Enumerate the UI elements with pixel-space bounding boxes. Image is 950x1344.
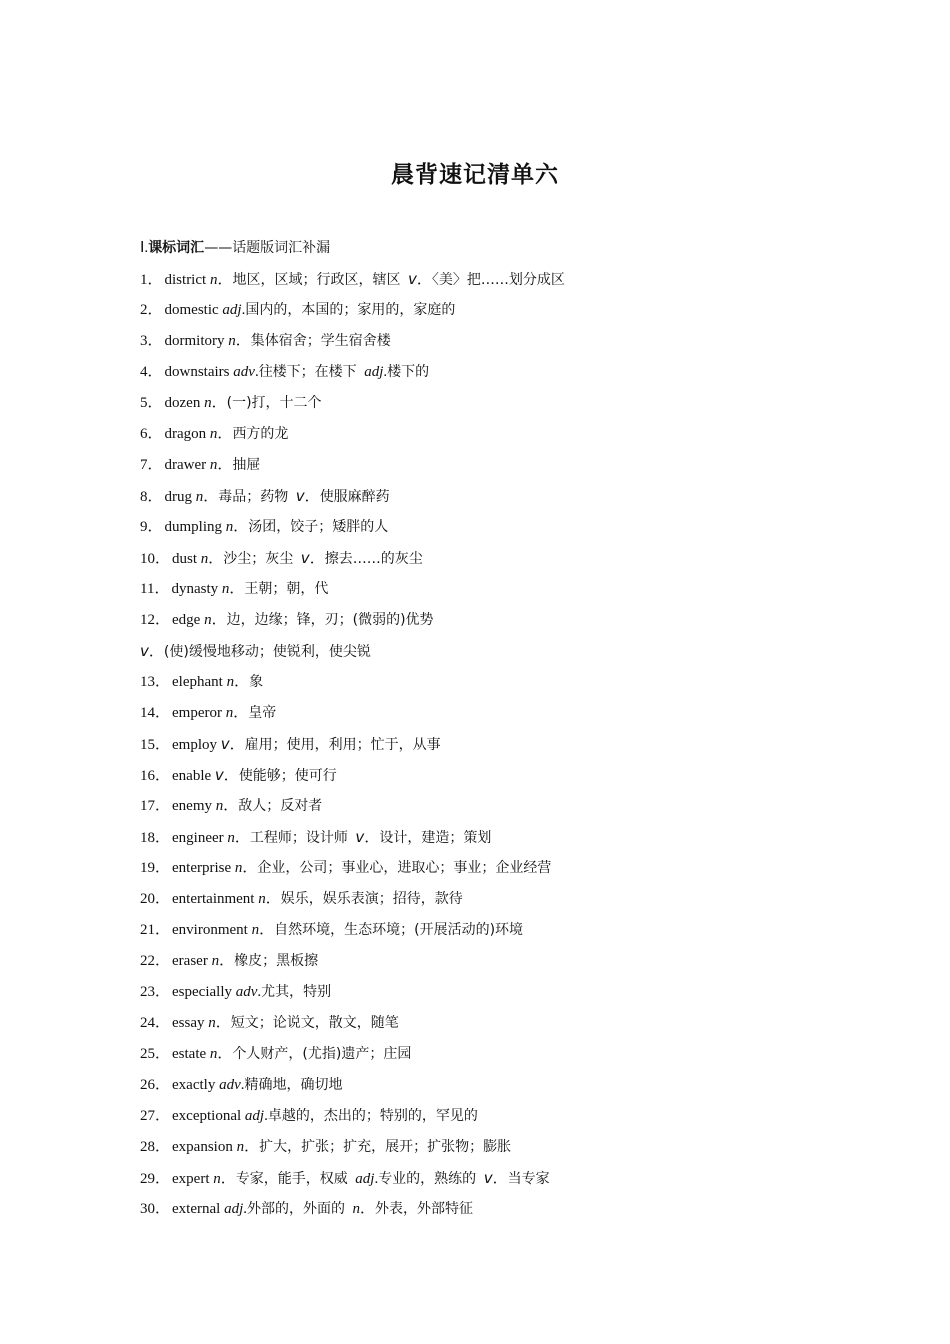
entry-word: external xyxy=(172,1201,221,1217)
entry-meaning: 国内的，本国的；家用的，家庭的 xyxy=(245,302,456,318)
pos-mark: ． xyxy=(217,457,233,473)
part-of-speech: n xyxy=(211,953,220,969)
page-title: 晨背速记清单六 xyxy=(391,162,559,188)
pos-mark: ． xyxy=(220,1171,236,1187)
part-of-speech: adv xyxy=(235,984,258,1000)
entry-word: district xyxy=(164,272,207,288)
entry-number: 1． xyxy=(140,272,163,288)
part-of-speech: adj xyxy=(222,302,242,318)
part-of-speech: n xyxy=(209,1046,218,1062)
entry-number: 22． xyxy=(140,953,171,969)
pos-mark: ． xyxy=(234,830,250,846)
entry-number: 9． xyxy=(140,519,163,535)
pos-mark: ． xyxy=(229,581,245,597)
part-of-speech: n xyxy=(221,581,230,597)
vocabulary-list xyxy=(140,233,840,1225)
part-of-speech: adj xyxy=(364,364,384,380)
entry-meaning: 扩大，扩张；扩充，展开；扩张物；膨胀 xyxy=(259,1139,512,1155)
list-item xyxy=(140,1039,840,1070)
part-of-speech: n xyxy=(208,1015,216,1031)
entry-meaning: 外表，外部特征 xyxy=(375,1201,474,1217)
entry-word: dynasty xyxy=(171,581,219,597)
pos-mark: ． xyxy=(304,489,320,505)
entry-word: exceptional xyxy=(172,1108,242,1124)
entry-number: 2． xyxy=(140,302,163,318)
entry-word: environment xyxy=(172,922,248,938)
entry-number: 21． xyxy=(140,922,171,938)
entry-number: 20． xyxy=(140,891,171,907)
part-of-speech: n xyxy=(204,395,212,411)
entry-number: 30． xyxy=(140,1201,171,1217)
pos-mark: ． xyxy=(416,272,432,288)
pos-mark: ． xyxy=(492,1171,508,1187)
entry-number: 12． xyxy=(140,612,171,628)
entry-meaning: 象 xyxy=(249,674,264,690)
part-of-speech: adj xyxy=(244,1108,265,1124)
list-item xyxy=(140,760,840,791)
pos-mark: . xyxy=(254,364,259,380)
entry-word: exactly xyxy=(172,1077,216,1093)
entry-number: 7． xyxy=(140,457,163,473)
entry-word: dumpling xyxy=(164,519,223,535)
pos-mark: ． xyxy=(265,891,281,907)
list-item xyxy=(140,636,840,667)
pos-mark: ． xyxy=(148,644,164,660)
entry-word: expansion xyxy=(172,1139,233,1155)
pos-mark: ． xyxy=(309,551,325,567)
entry-meaning: 外部的，外面的 xyxy=(247,1201,345,1217)
part-of-speech: n xyxy=(195,489,204,505)
entry-meaning: 卓越的，杰出的；特别的，罕见的 xyxy=(267,1108,478,1124)
entry-word: especially xyxy=(172,984,232,1000)
pos-mark: . xyxy=(240,1077,245,1093)
pos-mark: ． xyxy=(229,737,245,753)
entry-number: 8． xyxy=(140,489,163,505)
pos-mark: ． xyxy=(233,519,249,535)
entry-number: 10． xyxy=(140,551,171,567)
entry-number: 27． xyxy=(140,1108,171,1124)
list-item xyxy=(140,574,840,605)
entry-meaning: 楼下的 xyxy=(387,364,430,380)
entry-meaning: 毒品；药物 xyxy=(218,489,289,505)
entry-number: 24． xyxy=(140,1015,171,1031)
entry-word: edge xyxy=(172,612,201,628)
part-of-speech: n xyxy=(352,1201,360,1217)
pos-mark: ． xyxy=(217,272,233,288)
list-item xyxy=(140,357,840,388)
entry-number: 4． xyxy=(140,364,163,380)
pos-mark: ． xyxy=(242,860,258,876)
part-of-speech: n xyxy=(215,798,224,814)
part-of-speech: v xyxy=(220,735,230,753)
part-of-speech: n xyxy=(236,1139,245,1155)
part-of-speech: v xyxy=(407,270,417,288)
entry-number: 13． xyxy=(140,674,171,690)
part-of-speech: v xyxy=(483,1169,493,1187)
entry-word: elephant xyxy=(172,674,223,690)
section-title-rest: ——话题版词汇补漏 xyxy=(204,240,331,256)
entry-word: emperor xyxy=(172,705,222,721)
list-item xyxy=(140,388,840,419)
list-item xyxy=(140,326,840,357)
list-item xyxy=(140,729,840,760)
entry-meaning: 专业的，熟练的 xyxy=(378,1171,477,1187)
part-of-speech: n xyxy=(213,1171,221,1187)
pos-mark: ． xyxy=(259,922,275,938)
entry-list xyxy=(140,264,840,1225)
section-numeral: Ⅰ. xyxy=(140,240,149,256)
list-item xyxy=(140,481,840,512)
entry-word: enemy xyxy=(172,798,212,814)
pos-mark: . xyxy=(383,364,388,380)
entry-number: 6． xyxy=(140,426,163,442)
pos-mark: ． xyxy=(223,798,239,814)
pos-mark: ． xyxy=(234,674,250,690)
part-of-speech: v xyxy=(355,828,365,846)
list-item xyxy=(140,543,840,574)
pos-mark: ． xyxy=(211,612,227,628)
pos-mark: . xyxy=(241,302,246,318)
entry-meaning: 敌人；反对者 xyxy=(238,798,323,814)
entry-number: 5． xyxy=(140,395,163,411)
part-of-speech: n xyxy=(204,612,212,628)
entry-meaning: 西方的龙 xyxy=(232,426,289,442)
pos-mark: ． xyxy=(211,395,227,411)
list-item xyxy=(140,450,840,481)
part-of-speech: n xyxy=(226,674,235,690)
list-item xyxy=(140,605,840,636)
part-of-speech: n xyxy=(258,891,266,907)
entry-word: dust xyxy=(172,551,198,567)
entry-meaning: 自然环境，生态环境；(开展活动的)环境 xyxy=(274,922,524,938)
pos-mark: ． xyxy=(217,426,233,442)
entry-number: 19． xyxy=(140,860,171,876)
part-of-speech: n xyxy=(200,551,209,567)
entry-word: drug xyxy=(164,489,193,505)
entry-meaning: 尤其，特别 xyxy=(261,984,332,1000)
part-of-speech: adv xyxy=(219,1077,241,1093)
part-of-speech: n xyxy=(228,333,236,349)
entry-meaning: 王朝；朝，代 xyxy=(244,581,329,597)
entry-word: dragon xyxy=(164,426,207,442)
entry-meaning: 汤团，饺子；矮胖的人 xyxy=(248,519,389,535)
entry-meaning: 往楼下；在楼下 xyxy=(258,364,357,380)
list-item xyxy=(140,915,840,946)
entry-meaning: 精确地，确切地 xyxy=(244,1077,343,1093)
list-item xyxy=(140,264,840,295)
entry-meaning: 擦去……的灰尘 xyxy=(324,551,423,567)
list-item xyxy=(140,512,840,543)
pos-mark: ． xyxy=(360,1201,376,1217)
entry-meaning: 皇帝 xyxy=(248,705,277,721)
part-of-speech: n xyxy=(251,922,260,938)
pos-mark: ． xyxy=(203,489,219,505)
part-of-speech: adj xyxy=(224,1201,244,1217)
entry-number: 18． xyxy=(140,830,171,846)
entry-meaning: 个人财产，(尤指)遗产；庄园 xyxy=(232,1046,412,1062)
entry-meaning: 娱乐，娱乐表演；招待，款待 xyxy=(280,891,463,907)
entry-word: estate xyxy=(172,1046,207,1062)
list-item xyxy=(140,1194,840,1225)
list-item xyxy=(140,295,840,326)
list-item xyxy=(140,1008,840,1039)
list-item xyxy=(140,419,840,450)
pos-mark: ． xyxy=(217,1046,233,1062)
part-of-speech: v xyxy=(295,487,305,505)
entry-meaning: 地区，区域；行政区，辖区 xyxy=(232,272,401,288)
part-of-speech: n xyxy=(225,519,234,535)
entry-word: drawer xyxy=(164,457,207,473)
part-of-speech: n xyxy=(209,272,218,288)
entry-word: dozen xyxy=(164,395,201,411)
entry-word: downstairs xyxy=(164,364,230,380)
entry-meaning: 专家，能手，权威 xyxy=(235,1171,348,1187)
entry-number: 25． xyxy=(140,1046,171,1062)
entry-word: domestic xyxy=(164,302,219,318)
entry-word: expert xyxy=(172,1171,210,1187)
pos-mark: ． xyxy=(215,1015,231,1031)
list-item xyxy=(140,667,840,698)
part-of-speech: adv xyxy=(233,364,255,380)
part-of-speech: n xyxy=(209,457,218,473)
entry-meaning: (一)打，十二个 xyxy=(226,395,322,411)
list-item xyxy=(140,822,840,853)
part-of-speech: n xyxy=(209,426,218,442)
pos-mark: ． xyxy=(223,768,239,784)
entry-meaning: 使能够；使可行 xyxy=(238,768,337,784)
pos-mark: . xyxy=(243,1201,247,1217)
entry-word: enterprise xyxy=(172,860,232,876)
entry-word: employ xyxy=(172,737,218,753)
pos-mark: . xyxy=(374,1171,379,1187)
pos-mark: ． xyxy=(244,1139,260,1155)
entry-word: engineer xyxy=(172,830,224,846)
pos-mark: ． xyxy=(235,333,251,349)
entry-number: 29． xyxy=(140,1171,171,1187)
entry-number: 3． xyxy=(140,333,163,349)
entry-word: enable xyxy=(172,768,212,784)
entry-word: entertainment xyxy=(172,891,255,907)
entry-meaning: 橡皮；黑板擦 xyxy=(234,953,319,969)
entry-meaning: (使)缓慢地移动；使锐利，使尖锐 xyxy=(163,644,371,660)
entry-meaning: 沙尘；灰尘 xyxy=(223,551,294,567)
entry-meaning: 〈美〉把……划分成区 xyxy=(431,272,565,288)
pos-mark: ． xyxy=(208,551,224,567)
entry-meaning: 集体宿舍；学生宿舍楼 xyxy=(250,333,391,349)
entry-number: 16． xyxy=(140,768,171,784)
list-item xyxy=(140,698,840,729)
part-of-speech: n xyxy=(227,830,235,846)
list-item xyxy=(140,946,840,977)
list-item xyxy=(140,1163,840,1194)
pos-mark: ． xyxy=(219,953,235,969)
list-item xyxy=(140,1070,840,1101)
list-item xyxy=(140,884,840,915)
entry-meaning: 边，边缘；锋，刃；(微弱的)优势 xyxy=(226,612,434,628)
list-item xyxy=(140,1132,840,1163)
entry-number: 11． xyxy=(140,581,170,597)
pos-mark: . xyxy=(257,984,262,1000)
entry-number: 17． xyxy=(140,798,171,814)
entry-meaning: 企业，公司；事业心，进取心；事业；企业经营 xyxy=(257,860,552,876)
section-heading xyxy=(140,233,840,264)
entry-meaning: 短文；论说文，散文，随笔 xyxy=(230,1015,399,1031)
entry-word: dormitory xyxy=(164,333,225,349)
section-title-strong: 课标词汇 xyxy=(148,240,205,256)
entry-word: essay xyxy=(172,1015,205,1031)
entry-number: 26． xyxy=(140,1077,171,1093)
part-of-speech: v xyxy=(214,766,224,784)
part-of-speech: n xyxy=(234,860,243,876)
entry-meaning: 当专家 xyxy=(507,1171,550,1187)
entry-meaning: 使服麻醉药 xyxy=(319,489,390,505)
entry-meaning: 抽屉 xyxy=(232,457,261,473)
list-item xyxy=(140,853,840,884)
entry-number: 15． xyxy=(140,737,171,753)
part-of-speech: v xyxy=(300,549,310,567)
list-item xyxy=(140,791,840,822)
entry-word: eraser xyxy=(172,953,208,969)
pos-mark: ． xyxy=(233,705,249,721)
entry-meaning: 设计，建造；策划 xyxy=(379,830,492,846)
entry-number: 14． xyxy=(140,705,171,721)
pos-mark: . xyxy=(264,1108,268,1124)
entry-number: 28． xyxy=(140,1139,171,1155)
entry-meaning: 工程师；设计师 xyxy=(249,830,348,846)
entry-meaning: 雇用；使用，利用；忙于，从事 xyxy=(244,737,441,753)
list-item xyxy=(140,977,840,1008)
part-of-speech: adj xyxy=(355,1171,375,1187)
part-of-speech: v xyxy=(140,642,149,660)
entry-number: 23． xyxy=(140,984,171,1000)
list-item xyxy=(140,1101,840,1132)
pos-mark: ． xyxy=(364,830,380,846)
part-of-speech: n xyxy=(225,705,234,721)
